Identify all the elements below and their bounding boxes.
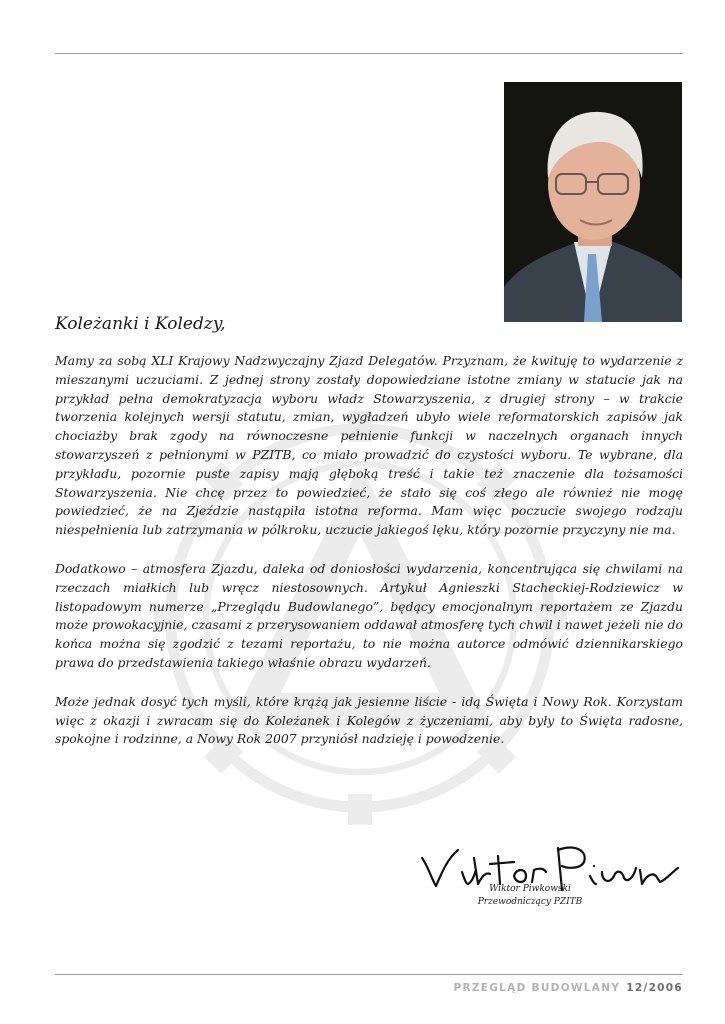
journal-name: PRZEGLĄD BUDOWLANY	[453, 982, 621, 994]
letter-paragraph: Może jednak dosyć tych myśli, które krążą jak jesienne liście - idą Święta i Nowy Rok. Korzystam więc z okazji i zwracam się do Koleżanek i Kolegów z życzeniami, aby były to Święta radosne, spokojne i rodzinne, a Nowy Rok 2007 przyniósł nadzieję i powodzenie.	[55, 693, 683, 747]
header-rule	[55, 53, 683, 54]
letter-body	[55, 352, 683, 769]
signer-name: Wiktor Piwkowski	[489, 884, 571, 894]
letter-paragraph: Dodatkowo – atmosfera Zjazdu, daleka od doniosłości wydarzenia, koncentrująca się chwilami na rzeczach miałkich lub wręcz niestosownych. Artykuł Agnieszki Stacheckiej-Rodziewicz w listopadowym numerze „Przeglądu Budowlanego”, będący emocjonalnym reportażem ze Zjazdu może prowokacyjnie, czasami z przerysowaniem oddawał atmosferę tych chwil i nawet jeżeli nie do końca można się zgodzić z tezami reportażu, to nie można autorce odmówić dziennikarskiego prawa do przedstawienia takiego właśnie obrazu wydarzeń.	[55, 560, 683, 670]
footer-rule	[55, 974, 683, 975]
signer-block	[470, 883, 590, 909]
page-footer	[453, 982, 683, 994]
portrait-photo-icon	[504, 82, 682, 322]
signer-title: Przewodniczący PZITB	[477, 897, 583, 907]
issue-number: 12/2006	[626, 982, 683, 994]
letter-paragraph: Mamy za sobą XLI Krajowy Nadzwyczajny Zjazd Delegatów. Przyznam, że kwituję to wydarzenie z mieszanymi uczuciami. Z jednej strony zostały dopowiedziane istotne zmiany w statucie jak na przykład pełna demokratyzacja wyboru władz Stowarzyszenia, z drugiej strony – w trakcie tworzenia kolejnych wersji statutu, zmian, wygładzeń ubyło wiele reformatorskich zapisów jak chociażby brak zgody na równoczesne pełnienie funkcji w naczelnych organach innych stowarzyszeń z pełnionymi w PZITB, co miało prowadzić do czystości wyboru. Te wybrane, dla przykładu, pozornie puste zapisy mają głęboką treść i takie też znaczenie dla tożsamości Stowarzyszenia. Nie chcę przez to powiedzieć, że stało się coś złego ale również nie mogę powiedzieć, że na Zjeździe nastąpiła istotna reforma. Mam więc poczucie swojego rodzaju niespełnienia lub zatrzymania w pólkroku, uczucie jakiegoś lęku, który pozornie przyczyny nie ma.	[55, 353, 683, 538]
letter-greeting: Koleżanki i Koledzy,	[55, 314, 226, 334]
author-portrait	[504, 82, 682, 322]
